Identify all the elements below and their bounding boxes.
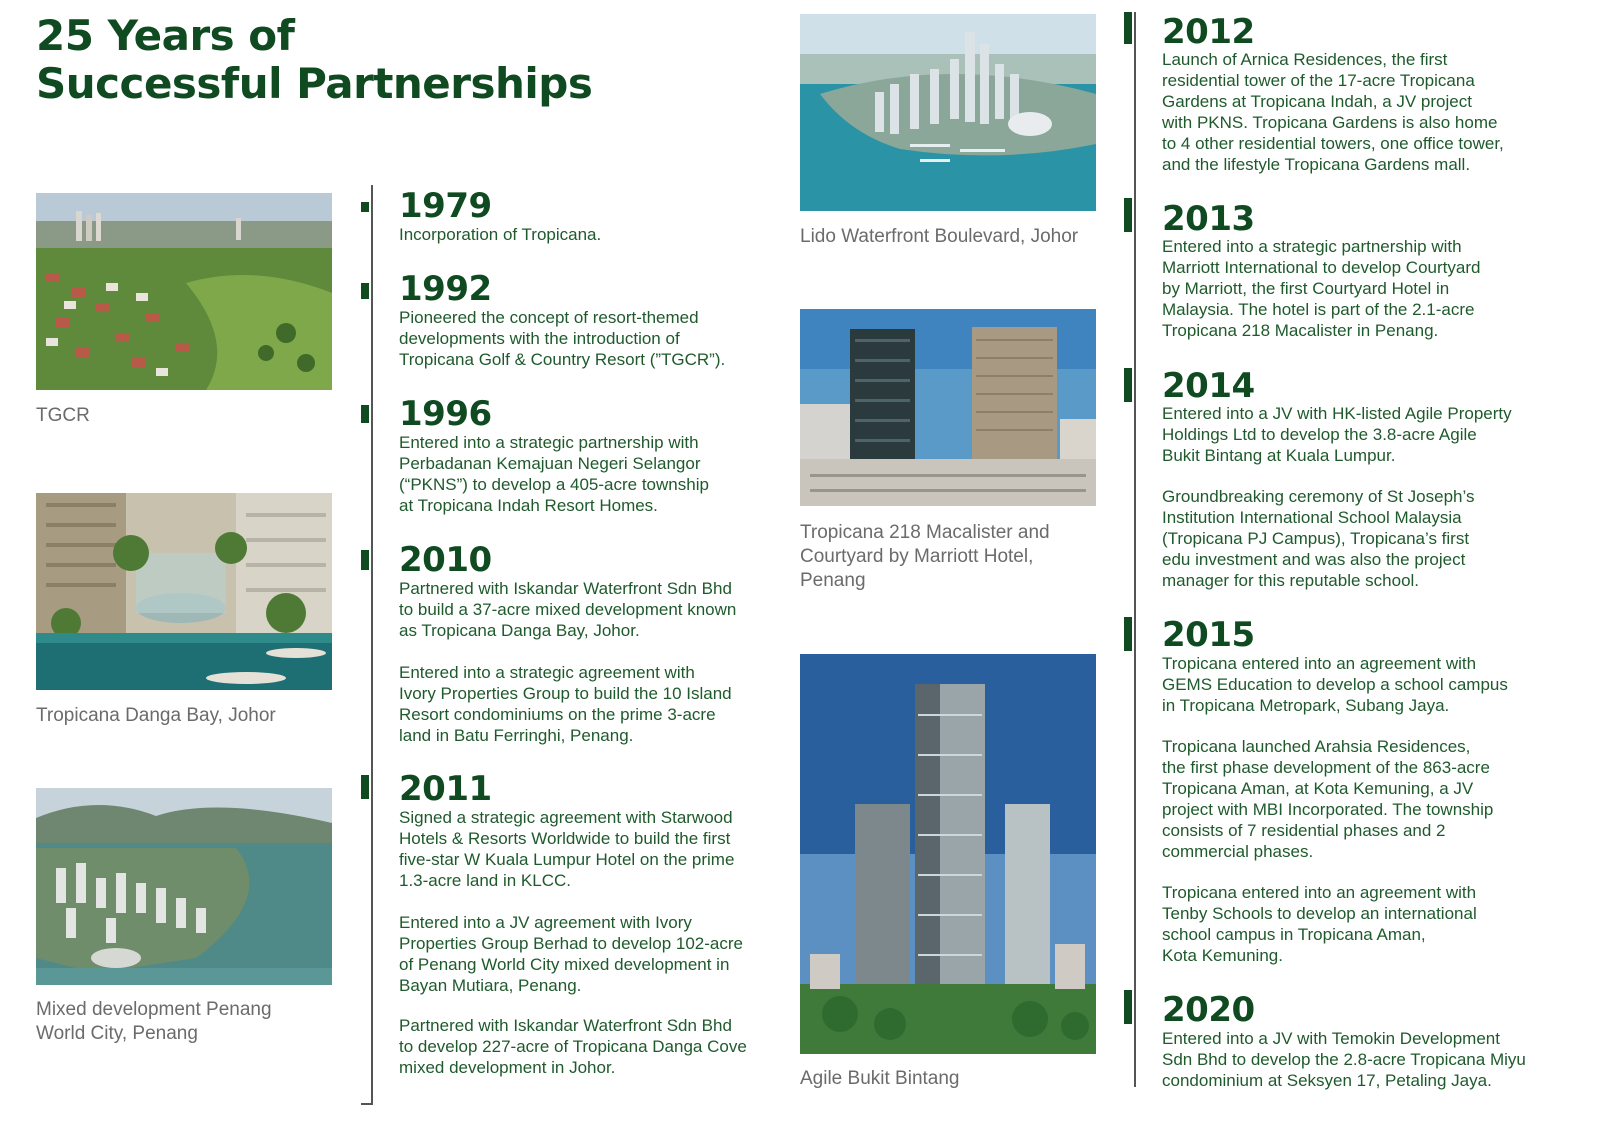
- event-2011-text-2: Entered into a JV agreement with Ivory Properties Group Berhad to develop 102-acre of Penang World City mixed development in Bayan Mutiara, Penang.: [399, 913, 743, 995]
- timeline-marker-2010: [361, 550, 369, 570]
- timeline-marker-1996: [361, 405, 369, 423]
- event-2015-text-2: Tropicana launched Arahsia Residences, the first phase development of the 863-acre Tropicana Aman, at Kota Kemuning, a JV project with MBI Incorporated. The township consists of 7 residential phases and 2 commercial phases.: [1162, 737, 1494, 861]
- penang-world-city-caption: Mixed development Penang World City, Penang: [36, 999, 272, 1044]
- timeline-marker-2012: [1124, 12, 1132, 44]
- event-2014-text-2: Groundbreaking ceremony of St Joseph’s Institution International School Malaysia (Tropicana PJ Campus), Tropicana’s first edu investment and was also the project manager for this reputable school.: [1162, 487, 1475, 590]
- title-line-1: 25 Years of: [36, 11, 295, 60]
- event-2013-text: Entered into a strategic partnership with Marriott International to develop Courtyard by Marriott, the first Courtyard Hotel in Malaysia. The hotel is part of the 2.1-acre Tropicana 218 Macalister in Penang.: [1162, 237, 1481, 340]
- page-title: [36, 12, 592, 108]
- event-2010-text-2: Entered into a strategic agreement with Ivory Properties Group to build the 10 Island Resort condominiums on the prime 3-acre land in Batu Ferringhi, Penang.: [399, 663, 732, 745]
- year-1992: 1992: [399, 269, 492, 309]
- macalister-caption: Tropicana 218 Macalister and Courtyard by Marriott Hotel, Penang: [800, 522, 1050, 591]
- event-2012-text: Launch of Arnica Residences, the first residential tower of the 17-acre Tropicana Gardens at Tropicana Indah, a JV project with PKNS. Tropicana Gardens is also home to 4 other residential towers, one office tower, and the lifestyle Tropicana Gardens mall.: [1162, 50, 1504, 174]
- timeline-marker-2015: [1124, 617, 1132, 651]
- title-line-2: Successful Partnerships: [36, 59, 593, 108]
- year-2013: 2013: [1162, 199, 1255, 239]
- timeline-end-tick: [361, 1103, 373, 1105]
- event-1979-text: Incorporation of Tropicana.: [399, 225, 602, 244]
- timeline-marker-1979: [361, 202, 369, 212]
- penang-world-city-photo: [36, 788, 332, 985]
- agile-caption: Agile Bukit Bintang: [800, 1068, 960, 1089]
- lido-waterfront-photo: [800, 14, 1096, 211]
- lido-waterfront-caption: Lido Waterfront Boulevard, Johor: [800, 226, 1079, 247]
- year-2011: 2011: [399, 769, 492, 809]
- event-2020-text: Entered into a JV with Temokin Development Sdn Bhd to develop the 2.8-acre Tropicana Miyu condominium at Seksyen 17, Petaling Jaya.: [1162, 1029, 1526, 1090]
- year-2020: 2020: [1162, 990, 1255, 1030]
- agile-photo: [800, 654, 1096, 1054]
- timeline-line-left: [371, 185, 373, 1105]
- year-2012: 2012: [1162, 12, 1255, 52]
- macalister-photo: [800, 309, 1096, 506]
- year-2014: 2014: [1162, 366, 1255, 406]
- event-2014-text-1: Entered into a JV with HK-listed Agile Property Holdings Ltd to develop the 3.8-acre Agile Bukit Bintang at Kuala Lumpur.: [1162, 404, 1512, 465]
- timeline-marker-2011: [361, 775, 369, 799]
- year-2015: 2015: [1162, 615, 1255, 655]
- event-2011-text-1: Signed a strategic agreement with Starwood Hotels & Resorts Worldwide to build the first five-star W Kuala Lumpur Hotel on the prime 1.3-acre land in KLCC.: [399, 808, 735, 890]
- timeline-marker-1992: [361, 283, 369, 299]
- year-1979: 1979: [399, 186, 492, 226]
- event-2011-text-3: Partnered with Iskandar Waterfront Sdn Bhd to develop 227-acre of Tropicana Danga Cove mixed development in Johor.: [399, 1016, 747, 1077]
- timeline-marker-2014: [1124, 368, 1132, 402]
- year-2010: 2010: [399, 540, 492, 580]
- event-2015-text-3: Tropicana entered into an agreement with Tenby Schools to develop an international school campus in Tropicana Aman, Kota Kemuning.: [1162, 883, 1477, 965]
- timeline-marker-2020: [1124, 990, 1132, 1024]
- danga-bay-photo: [36, 493, 332, 690]
- danga-bay-caption: Tropicana Danga Bay, Johor: [36, 705, 276, 726]
- timeline-marker-2013: [1124, 198, 1132, 232]
- year-1996: 1996: [399, 394, 492, 434]
- event-1996-text: Entered into a strategic partnership with Perbadanan Kemajuan Negeri Selangor (“PKNS”) to develop a 405-acre township at Tropicana Indah Resort Homes.: [399, 433, 709, 515]
- event-1992-text: Pioneered the concept of resort-themed developments with the introduction of Tropicana Golf & Country Resort (”TGCR”).: [399, 308, 726, 369]
- tgcr-caption: TGCR: [36, 405, 90, 426]
- event-2015-text-1: Tropicana entered into an agreement with GEMS Education to develop a school campus in Tropicana Metropark, Subang Jaya.: [1162, 654, 1508, 715]
- event-2010-text-1: Partnered with Iskandar Waterfront Sdn Bhd to build a 37-acre mixed development known as Tropicana Danga Bay, Johor.: [399, 579, 737, 640]
- tgcr-photo: [36, 193, 332, 390]
- timeline-line-right: [1134, 12, 1136, 1087]
